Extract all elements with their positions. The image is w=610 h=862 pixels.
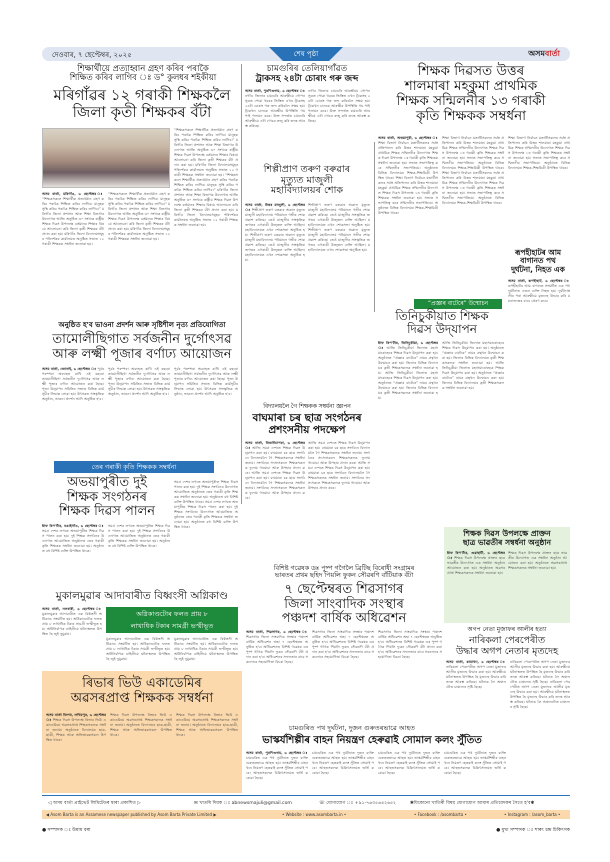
sivasagar-headline [244,583,444,627]
tamulichiga-body-col2 [108,367,170,475]
mukalmua-headline: মুকালমুৱাৰ আদাবাৰীত বিধ্বংসী অগ্নিকাণ্ড [55,590,229,602]
tamulichiga-body-col3 [174,367,238,475]
footer-email[interactable]: ✉ খাতৰি দিয়ক ঃ abnewsmajuli@gmail.com [194,801,292,806]
sivasagar-kicker-line1: বিশিষ্ট গৱেষক ডঃ পুষ্প গগৈলৈ ব্ৰিটিছ বিৰোধী সংগ্ৰামৰ [273,564,415,572]
nareki-body-text2b: নাৰিকলা পেৰপেৰীত অগপ নেতা মুজাফৰ আলীৰ মৃতদেহ উদ্ধাৰ কৰা হয়। আৰক্ষীয়ে ঘটনাস্থলত উপস্থিত হৈ মৃতদেহ উদ্ধাৰ কৰি তদন্ত আৰম্ভ কৰিছে। ঘটনাক লৈ অঞ্চলটোত চাঞ্চল্যৰ সৃষ্টি হৈছে। [510,680,570,709]
footer-editor-text: সম্পাদক ঃ উমায় বৰা [47,828,91,833]
sivasagar-kicker [244,565,444,579]
tamulichiga-subhead: অনুষ্ঠিত হ'ব ভাওনা প্ৰদৰ্শন আৰু সৃষ্টিশীল নৃত্য প্ৰতিযোগিতা [58,321,226,329]
sivasagar-body-col2 [312,630,374,710]
chamguri-body-col1 [245,89,305,159]
chamguri-headline-line2: ট্ৰাকসহ ২৪টা চোৰাং গৰু জব্দ [255,73,359,84]
morigaon-photo [42,128,170,188]
column-rule [241,64,242,504]
chamguri2-body-text3: চামগুৰিত এক পথ দুৰ্ঘটনাত দুজন ব্যক্তি গুৰুতৰভাৱে আহত হয়। ভাস্কৰ্যশিল্পীৰ বাহনখনে নিয়ন্ত্ৰণ হেৰুৱাই কলং সুঁতিত সোমাই পৰে। আহতসকলক চিকিৎসালয়ত ভৰ্তি কৰোৱা হৈছে। [378,751,440,775]
abhayapuri-body-text: সমগ্ৰ দেশৰ লগতে অভয়াপুৰীত শিক্ষক দিৱস পালন কৰা হয়। দুই শিক্ষক সংগঠনৰ উদ্যোগত আয়োজিত অনুষ্ঠানত তেৰ গৰাকী কৃতি শিক্ষকক সম্বৰ্ধনা জনোৱা হয়। অনুষ্ঠানত বহু বিশিষ্ট ব্যক্তি উপস্থিত থাকে। [42,529,104,553]
majuli-byline: অসম বাৰ্তা, উত্তৰ মাজুলী, ৬ ছেপ্টেম্বৰ ঃ [245,203,305,212]
baghmara-body-text2b: আজি সমগ্ৰ দেশতে শিক্ষক দিৱস উদ্‌যাপন কৰা হয়। বাঘমাৰা চৰ ছাত্ৰ সংগঠনে বিদ্যালয়লৈ গৈ শিক্ষকসকলক সম্বৰ্ধনা জনায়। সংগঠনৰ সদস্যসকলে শিক্ষকসকলক ফুলাম গামোচা আৰু উপহাৰ প্ৰদান কৰে। [308,461,370,490]
tinichukia-body-text2: আজি তিনিচুকীয়া জিলাত মহাসমাৰোহেৰে শিক্ষক দিৱস উদ্‌যাপন কৰা হয়। অনুষ্ঠানত “প্ৰজ্ঞাৰ বাটেৰে” নামৰ গ্ৰন্থখন উন্মোচন কৰা হয়। জিলাৰ বিভিন্ন বিদ্যালয়ৰ কৃতী শিক্ষকসকলক সম্বৰ্ধনা জনোৱা হয়। [442,341,504,365]
sivasagar-headline-line1: ৭ ছেপ্টেম্বৰত শিৱসাগৰ [284,582,404,597]
morigaon-kicker-line1: শিক্ষাৰ্থীয়ে প্ৰত্যাহ্বান গ্ৰহণ কৰিব পৰাকৈ [77,63,209,73]
shalmara-headline-line4: কৃতি শিক্ষকক সম্বৰ্ধনা [415,108,527,125]
former-student-byline: ষ্টাফ ৰিপ'ৰ্টাৰ, গুৱাহাটী, ৬ ছেপ্টেম্বৰ ঃ [447,551,505,560]
majuli-body-text: শিল্পীপ্ৰাণ তৰুণ বৰুৱাৰ অকাল মৃত্যুত মাজুলী মহাবিদ্যালয় পৰিয়ালে গভীৰ শোক প্ৰকাশ কৰিছে। তেওঁ মাজুলীৰ সাংস্কৃতিক জগতৰ এগৰাকী উজ্জ্বল ব্যক্তি আছিল। মহাবিদ্যালয়ত এখন শোকসভা অনুষ্ঠিত হয়। [245,208,305,237]
tamulichiga-body-col1 [42,367,104,475]
morigaon-kicker [48,64,238,83]
former-student-body-col2 [508,551,567,621]
tinichukia-body-col2 [442,341,504,511]
nareki-body-text2: নাৰিকলা পেৰপেৰীত অগপ নেতা মুজাফৰ আলীৰ মৃতদেহ উদ্ধাৰ কৰা হয়। আৰক্ষীয়ে ঘটনাস্থলত উপস্থিত হৈ মৃতদেহ উদ্ধাৰ কৰি তদন্ত আৰম্ভ কৰিছে। ঘটনাক লৈ অঞ্চলটোত চাঞ্চল্যৰ সৃষ্টি হৈছে। [510,660,570,684]
chamguri-byline: অসম বাৰ্তা, পুৰণিগুদাম, ৬ ছেপ্টেম্বৰ ঃ [245,89,305,93]
shalmara-headline-line3: শিক্ষক সন্মিলনীৰ ১৩ গৰাকী [396,93,546,110]
shalmara-body-col1 [378,136,438,326]
shalmara-body-text3: শিক্ষা বিভাগ নিৰ্বাচন মতাৰ্থীসকলৰ সৰ্বস্ব প্ৰতিপালন কৰি উত্তৰ শালমাৰা মহকুমা প্ৰাথমিক শিক্ষক সন্মিলনীৰ উদ্যোগত শিক্ষক দিৱস উপলক্ষে ১৩ গৰাকী কৃতি শিক্ষকক সম্বৰ্ধনা জনোৱা হয়। সভাত সভাপতিত্ব কৰে সন্মিলনীৰ সভাপতিয়ে। অনুষ্ঠানত বিভিন্ন বিদ্যালয়ৰ শিক্ষক-শিক্ষয়িত্ৰী উপস্থিত থাকে। [508,136,570,170]
morigaon-body-col3 [174,128,238,320]
vidyar-article-box [42,671,242,793]
tinichukia-tag: “প্ৰজ্ঞাৰ বাটেৰে” উন্মোচন [414,299,502,309]
sivasagar-body-col3 [378,630,442,710]
former-student-headline [444,530,570,547]
nareki-byline: অসম বাৰ্তা, কামাখ্যা, ৬ ছেপ্টেম্বৰ ঃ [446,660,506,664]
tinichukia-body-text: আজি তিনিচুকীয়া জিলাত মহাসমাৰোহেৰে শিক্ষক দিৱস উদ্‌যাপন কৰা হয়। অনুষ্ঠানত “প্ৰজ্ঞাৰ বাটেৰে” নামৰ গ্ৰন্থখন উন্মোচন কৰা হয়। জিলাৰ বিভিন্ন বিদ্যালয়ৰ কৃতী শিক্ষকসকলক সম্বৰ্ধনা জনোৱা হয়। [378,346,438,375]
majuli-body-text2: শিল্পীপ্ৰাণ তৰুণ বৰুৱাৰ অকাল মৃত্যুত মাজুলী মহাবিদ্যালয় পৰিয়ালে গভীৰ শোক প্ৰকাশ কৰিছে। তেওঁ মাজুলীৰ সাংস্কৃতিক জগতৰ এগৰাকী উজ্জ্বল ব্যক্তি আছিল। মহাবিদ্যালয়ত এখন শোকসভা অনুষ্ঠিত হয়। [308,203,370,227]
vidyar-headline-line2: অৱসৰপ্ৰাপ্ত শিক্ষকক সম্বৰ্ধনা [70,690,214,706]
vidyar-body-col1 [46,713,106,789]
former-student-body-text2: শিক্ষক দিৱস উপলক্ষে প্ৰাক্তন ছাত্ৰ ভাৱতীৰ উদ্যোগত এক সম্বৰ্ধনা অনুষ্ঠান আয়োজন কৰা হয়। অনুষ্ঠানত অৱসৰপ্ৰাপ্ত শিক্ষকসকলক সম্বৰ্ধনা জনোৱা হয়। [508,551,567,570]
baghmara-headline-line1: বাঘমাৰা চৰ ছাত্ৰ সংগঠনৰ [252,412,362,424]
mukalmua-box-line2: লাখাধিক টকাৰ সামগ্ৰী ভস্মীভূত [130,622,214,630]
majuli-headline [242,165,372,197]
tinichukia-body-text2b: আজি তিনিচুকীয়া জিলাত মহাসমাৰোহেৰে শিক্ষক দিৱস উদ্‌যাপন কৰা হয়। অনুষ্ঠানত “প্ৰজ্ঞাৰ বাটেৰে” নামৰ গ্ৰন্থখন উন্মোচন কৰা হয়। জিলাৰ বিভিন্ন বিদ্যালয়ৰ কৃতী শিক্ষকসকলক সম্বৰ্ধনা জনোৱা হয়। [442,361,504,390]
chamguri2-body-col2 [312,751,374,791]
baghmara-headline-line2: প্ৰশংসনীয় পদক্ষেপ [268,423,346,436]
chamguri-body-text2: নগাঁও জিলাৰ চামগুৰি আৰক্ষীয়ে গোপন সূত্ৰত পোৱা খবৰৰ ভিত্তিত এখন ট্ৰাকসহ ২৪টা চোৰাং গৰু জব্দ কৰিবলৈ সক্ষম হয়। ট্ৰাকখন চালকে আৰক্ষীৰ উপস্থিতি গম পাই পলায়ন কৰে। উক্ত সন্দৰ্ভত চামগুৰি আৰক্ষীয়ে এটা গোচৰ ৰুজু কৰি তদন্ত আৰম্ভ কৰিছে। [308,89,370,123]
nareki-body-text: নাৰিকলা পেৰপেৰীত অগপ নেতা মুজাফৰ আলীৰ মৃতদেহ উদ্ধাৰ কৰা হয়। আৰক্ষীয়ে ঘটনাস্থলত উপস্থিত হৈ মৃতদেহ উদ্ধাৰ কৰি তদন্ত আৰম্ভ কৰিছে। ঘটনাক লৈ অঞ্চলটোত চাঞ্চল্যৰ সৃষ্টি হৈছে। [446,665,506,689]
footer-contact-bar [42,795,570,807]
section-tab-last-page[interactable]: শেষ পৃষ্ঠা [283,47,329,61]
chamguri-headline [242,65,372,84]
tinichukia-headline-line1: তিনিচুকীয়াত শিক্ষক [395,309,489,323]
abhayapuri-bar-label: তেৰ গৰাকী কৃতি শিক্ষকক সম্বৰ্ধনা [54,461,214,473]
tamulichiga-body-text: পূৰ্বৰ পৰম্পৰা অব্যাহত ৰাখি এই বছৰো তামোলীছিগা সৰ্বজনীন দুৰ্গোৎসৱ আৰু লক্ষ্মী পূজাৰ বৰ্ণাঢ্য আয়োজন কৰা হৈছে। পূজা উদ্‌যাপন সমিতিৰ সভাত বিভিন্ন কাৰ্যসূচীৰ সিদ্ধান্ত লোৱা হয়। উৎসৱত সাংস্কৃতিক অনুষ্ঠান, ভাওনা প্ৰদৰ্শন আদি অনুষ্ঠিত হ'ব। [42,367,104,401]
majuli-body-col1 [245,203,305,321]
chamguri2-body-text: চামগুৰিত এক পথ দুৰ্ঘটনাত দুজন ব্যক্তি গুৰুতৰভাৱে আহত হয়। ভাস্কৰ্যশিল্পীৰ বাহনখনে নিয়ন্ত্ৰণ হেৰুৱাই কলং সুঁতিত সোমাই পৰে। আহতসকলক চিকিৎসালয়ত ভৰ্তি কৰোৱা হৈছে। [246,756,308,780]
abhayapuri-body-text3: সমগ্ৰ দেশৰ লগতে অভয়াপুৰীত শিক্ষক দিৱস পালন কৰা হয়। দুই শিক্ষক সংগঠনৰ উদ্যোগত আয়োজিত অনুষ্ঠানত তেৰ গৰাকী কৃতি শিক্ষকক সম্বৰ্ধনা জনোৱা হয়। অনুষ্ঠানত বহু বিশিষ্ট ব্যক্তি উপস্থিত থাকে। [174,480,238,504]
abhayapuri-headline-line2: শিক্ষক সংগঠনৰ [67,489,147,505]
baghmara-byline: অসম বাৰ্তা, বিজনীচাপৰা, ৬ ছেপ্টেম্বৰ ঃ [245,441,305,450]
tamulichiga-headline-line1: তামোলীছিগাত সৰ্বজনীন দুৰ্গোৎসৱ [52,332,232,347]
mukalmua-body-col3 [174,637,238,667]
sivasagar-byline: অসম বাৰ্তা, শিৱসাগৰ, ৬ ছেপ্টেম্বৰ ঃ [246,630,308,634]
majuli-body-text2b: শিল্পীপ্ৰাণ তৰুণ বৰুৱাৰ অকাল মৃত্যুত মাজুলী মহাবিদ্যালয় পৰিয়ালে গভীৰ শোক প্ৰকাশ কৰিছে। তেওঁ মাজুলীৰ সাংস্কৃতিক জগতৰ এগৰাকী উজ্জ্বল ব্যক্তি আছিল। মহাবিদ্যালয়ত এখন শোকসভা অনুষ্ঠিত হয়। [308,228,370,252]
morigaon-headline [42,87,242,121]
tinichukia-headline [376,310,508,337]
mukalmua-body-text: মুকালমুৱাৰ আদাবাৰীত এক বিধ্বংসী অগ্নিকাণ্ড সংঘটিত হয়। অগ্নিকাণ্ডটোৰ ফলত প্ৰায় ৮ লাখাধিক টকাৰ সামগ্ৰী ভস্মীভূত হয়। অগ্নিনিৰ্বাপক বাহিনীয়ে ঘটনাস্থলত উপস্থিত হৈ জুই নুমুৱায়। [42,612,102,636]
rupohi-body-text: ৰূপহীহাটৰ আম বাগানত সংঘটিত এক পথ দুৰ্ঘটনাত এজন ব্যক্তি নিহত হয়। দুৰ্ঘটনাস্থলীৰ পৰা আৰক্ষীয়ে মৃতদেহ উদ্ধাৰ কৰি ময়নাতদন্তৰ বাবে প্ৰেৰণ কৰে। [508,284,570,303]
nareki-headline-line2: উদ্ধাৰ অগপ নেতাৰ মৃতদেহ [455,645,559,657]
abhayapuri-headline-line1: অভয়াপুৰীত দুই [67,475,147,490]
rupohi-headline-line2: বাগানত পথ [520,256,556,266]
abhayapuri-headline-line3: শিক্ষক দিৱস পালন [58,504,156,520]
shalmara-body-col3 [508,136,570,246]
footer-info-bar [42,810,570,819]
tamulichiga-byline: অসম বাৰ্তা, জোনাই, ৬ ছেপ্টেম্বৰ ঃ [42,367,97,371]
footer-website[interactable]: • Website : www.asombarta.in • [282,812,347,817]
vidyar-body-text: শিক্ষক দিৱস উপলক্ষে ৰিভাৰ ভিউ একাডেমিয়ে অৱসৰপ্ৰাপ্ত শিক্ষকসকলক সম্বৰ্ধনা জনায়। অনুষ্ঠানত বিদ্যালয়ৰ ছাত্ৰ-ছাত্ৰী, শিক্ষক আৰু অভিভাৱকসকল উপস্থিত থাকে। [46,718,106,742]
chamguri2-body-col1 [246,751,308,791]
footer-chief-editor-text: মুখ্য সম্পাদক ঃ শাৰৎ চন্দ্ৰ চিকিৎসক [501,828,570,833]
morigaon-headline-line1: মৰিগাঁৱৰ ১২ গৰাকী শিক্ষকলৈ [53,86,231,104]
shalmara-body-text2: শিক্ষা বিভাগ নিৰ্বাচন মতাৰ্থীসকলৰ সৰ্বস্ব প্ৰতিপালন কৰি উত্তৰ শালমাৰা মহকুমা প্ৰাথমিক শিক্ষক সন্মিলনীৰ উদ্যোগত শিক্ষক দিৱস উপলক্ষে ১৩ গৰাকী কৃতি শিক্ষকক সম্বৰ্ধনা জনোৱা হয়। সভাত সভাপতিত্ব কৰে সন্মিলনীৰ সভাপতিয়ে। অনুষ্ঠানত বিভিন্ন বিদ্যালয়ৰ শিক্ষক-শিক্ষয়িত্ৰী উপস্থিত থাকে। [442,136,504,170]
rupohi-headline [506,249,570,274]
footer-instagram-text[interactable]: Instagram : /asom_barta [507,812,557,817]
shalmara-body-text2b: শিক্ষা বিভাগ নিৰ্বাচন মতাৰ্থীসকলৰ সৰ্বস্ব প্ৰতিপালন কৰি উত্তৰ শালমাৰা মহকুমা প্ৰাথমিক শিক্ষক সন্মিলনীৰ উদ্যোগত শিক্ষক দিৱস উপলক্ষে ১৩ গৰাকী কৃতি শিক্ষকক সম্বৰ্ধনা জনোৱা হয়। সভাত সভাপতিত্ব কৰে সন্মিলনীৰ সভাপতিয়ে। অনুষ্ঠানত বিভিন্ন বিদ্যালয়ৰ শিক্ষক-শিক্ষয়িত্ৰী উপস্থিত থাকে। [442,171,504,205]
majuli-body-col2 [308,203,370,321]
baghmara-body-col2 [308,441,370,561]
footer-publisher: ◁ অসম বাৰ্তা প্ৰাইভেট লিমিটেডৰ দ্বাৰা প্ৰকাশিত ▷ [48,801,141,806]
logo-part2: বার্তা [544,49,560,58]
sivasagar-kicker-line2: ভাৰতৰ প্ৰথম ছহিদ পিয়লি ফুকন সৌৱৰণি বাঁটিয়াক বঁটা [274,571,414,580]
footer-phone-text: যোগাযোগ ঃ +৯১-৭৬৩৫৬৪২৬৫২ [326,801,397,806]
shalmara-byline: অসম বাৰ্তা, অভয়াপুৰী, ৬ ছেপ্টেম্বৰ ঃ [378,136,438,140]
sivasagar-body-col1 [246,630,308,710]
rupohi-headline-line1: ৰূপহীহাটৰ আম [515,248,561,257]
issue-date: দেওবাৰ, ৭ ছেপ্টেম্বৰ, ২০২৫ [52,51,132,59]
footer-publisher-text: অসম বাৰ্তা প্ৰাইভেট লিমিটেডৰ দ্বাৰা প্ৰকাশিত [53,801,136,806]
rupohi-byline: অসম বাৰ্তা, ৰূপহীহাট, ৬ ছেপ্টেম্বৰ ঃ [508,279,570,283]
chamguri-body-text: নগাঁও জিলাৰ চামগুৰি আৰক্ষীয়ে গোপন সূত্ৰত পোৱা খবৰৰ ভিত্তিত এখন ট্ৰাকসহ ২৪টা চোৰাং গৰু জব্দ কৰিবলৈ সক্ষম হয়। ট্ৰাকখন চালকে আৰক্ষীৰ উপস্থিতি গম পাই পলায়ন কৰে। উক্ত সন্দৰ্ভত চামগুৰি আৰক্ষীয়ে এটা গোচৰ ৰুজু কৰি তদন্ত আৰম্ভ কৰিছে। [245,94,305,128]
majuli-headline-line2: মৃত্যুত মাজুলী [280,174,334,186]
sivasagar-headline-line2: জিলা সাংবাদিক সংস্থাৰ [284,596,404,612]
morigaon-headline-line2: জিলা কৃতী শিক্ষকৰ বঁটা [72,102,212,121]
rupohi-body [508,279,570,359]
footer-instagram[interactable]: • Instagram : /asom_barta • [504,812,561,817]
shalmara-headline-line1: শিক্ষক দিৱসত উত্তৰ [417,63,525,79]
chamguri2-body-text2: চামগুৰিত এক পথ দুৰ্ঘটনাত দুজন ব্যক্তি গুৰুতৰভাৱে আহত হয়। ভাস্কৰ্যশিল্পীৰ বাহনখনে নিয়ন্ত্ৰণ হেৰুৱাই কলং সুঁতিত সোমাই পৰে। আহতসকলক চিকিৎসালয়ত ভৰ্তি কৰোৱা হৈছে। [312,751,374,775]
abhayapuri-headline [42,476,172,520]
morigaon-body-col1 [42,192,104,320]
former-student-headline-line2: ছাত্ৰ ভাৱতীৰ সম্বৰ্ধনা অনুষ্ঠান [462,537,552,547]
vidyar-byline: অসম বাৰ্তা বিশেষ, লখিমপুৰ, ৬ ছেপ্টেম্বৰ ঃ [46,713,106,722]
mukalmua-body-text3: মুকালমুৱাৰ আদাবাৰীত এক বিধ্বংসী অগ্নিকাণ্ড সংঘটিত হয়। অগ্নিকাণ্ডটোৰ ফলত প্ৰায় ৮ লাখাধিক টকাৰ সামগ্ৰী ভস্মীভূত হয়। অগ্নিনিৰ্বাপক বাহিনীয়ে ঘটনাস্থলত উপস্থিত হৈ জুই নুমুৱায়। [174,637,238,661]
former-student-body-text: শিক্ষক দিৱস উপলক্ষে প্ৰাক্তন ছাত্ৰ ভাৱতীৰ উদ্যোগত এক সম্বৰ্ধনা অনুষ্ঠান আয়োজন কৰা হয়। অনুষ্ঠানত অৱসৰপ্ৰাপ্ত শিক্ষকসকলক সম্বৰ্ধনা জনোৱা হয়। [447,556,505,575]
morigaon-body-text: “শিক্ষকসকলে শিক্ষাৰ্থীক প্ৰত্যাহ্বান গ্ৰহণ কৰিব পৰাকৈ শিক্ষিত কৰিব লাগিব। মানুহক সুস্থি কৰিব পৰাকৈ শিক্ষিত কৰিব লাগিব।” মৰিগাঁও জিলা প্ৰশাসন আৰু শিক্ষা বিভাগৰ উদ্যোগত আজি অনুষ্ঠিত ৩০ সংখ্যক ৰাষ্ট্ৰীয় শিক্ষক দিৱস উপলক্ষে বৰ্তমানৰ শিক্ষাৰ বিষয়ে আলোচনা কৰি জিলা কৃতী শিক্ষকৰ বঁটা প্ৰদান কৰা হয়। মৰিগাঁও জিলা বিদ্যালয়সমূহৰ পৰিদৰ্শকৰ কাৰ্যালয়ত অনুষ্ঠিত সভাত ১২ গৰাকী শিক্ষকক সম্বৰ্ধনা জনোৱা হয়। [42,197,104,246]
former-student-box [444,527,570,623]
abhayapuri-byline: ষ্টাফ ৰিপ'ৰ্টাৰ, বঙাইগাঁও, ৬ ছেপ্টেম্বৰ ঃ [42,524,104,528]
tinichukia-byline: ষ্টাফ ৰিপ'ৰ্টাৰ, তিনিচুকীয়া, ৬ ছেপ্টেম্বৰ ঃ [378,341,438,350]
chamguri-headline-line1: চামগুৰিৰ তেলিয়াগাঁৱত [266,64,348,74]
chamguri2-body-col4 [444,751,506,791]
baghmara-body-text1b: আজি সমগ্ৰ দেশতে শিক্ষক দিৱস উদ্‌যাপন কৰা হয়। বাঘমাৰা চৰ ছাত্ৰ সংগঠনে বিদ্যালয়লৈ গৈ শিক্ষকসকলক সম্বৰ্ধনা জনায়। সংগঠনৰ সদস্যসকলে শিক্ষকসকলক ফুলাম গামোচা আৰু উপহাৰ প্ৰদান কৰে। [245,471,305,500]
sivasagar-body-text2: শিৱসাগৰ জিলা সাংবাদিক সংস্থাৰ পঞ্চদশ বাৰ্ষিক অধিৱেশন অহা ৭ ছেপ্টেম্বৰত অনুষ্ঠিত হ'ব। অধিৱেশনত বিশিষ্ট গৱেষক ডঃ পুষ্প গগৈক পিয়লি ফুকন সৌৱৰণি বঁটা প্ৰদান কৰা হ'ব। অধিৱেশনৰ সফলতাৰ বাবে সকলোৰে সহযোগিতা বিচৰা হৈছে। [312,630,374,659]
tinichukia-headline-line2: দিৱস উদ্‌যাপন [407,322,477,337]
tamulichiga-headline [42,333,242,362]
chamguri2-body-text4: চামগুৰিত এক পথ দুৰ্ঘটনাত দুজন ব্যক্তি গুৰুতৰভাৱে আহত হয়। ভাস্কৰ্যশিল্পীৰ বাহনখনে নিয়ন্ত্ৰণ হেৰুৱাই কলং সুঁতিত সোমাই পৰে। আহতসকলক চিকিৎসালয়ত ভৰ্তি কৰোৱা হৈছে। [444,751,506,775]
former-student-headline-line1: শিক্ষক দিৱস উপলক্ষে প্ৰাক্তন [463,529,551,538]
mukalmua-highlight-box [106,607,238,633]
nareki-body-col1 [446,660,506,732]
vidyar-headline-line1: ৰিভাৰ ভিউ একাডেমিৰ [82,676,202,691]
chamguri2-kicker: চামগুৰিত পথ দুৰ্ঘটনা, দুজন গুৰুতৰভাৱে আহত [288,724,416,732]
footer-phone: ☏ যোগাযোগ ঃ +৯১-৭৬৩৫৬৪২৬৫২ [319,801,397,806]
shalmara-body-text1b: শিক্ষা বিভাগ নিৰ্বাচন মতাৰ্থীসকলৰ সৰ্বস্ব প্ৰতিপালন কৰি উত্তৰ শালমাৰা মহকুমা প্ৰাথমিক শিক্ষক সন্মিলনীৰ উদ্যোগত শিক্ষক দিৱস উপলক্ষে ১৩ গৰাকী কৃতি শিক্ষকক সম্বৰ্ধনা জনোৱা হয়। সভাত সভাপতিত্ব কৰে সন্মিলনীৰ সভাপতিয়ে। অনুষ্ঠানত বিভিন্ন বিদ্যালয়ৰ শিক্ষক-শিক্ষয়িত্ৰী উপস্থিত থাকে। [378,176,438,215]
vidyar-body-text3: শিক্ষক দিৱস উপলক্ষে ৰিভাৰ ভিউ একাডেমিয়ে অৱসৰপ্ৰাপ্ত শিক্ষকসকলক সম্বৰ্ধনা জনায়। অনুষ্ঠানত বিদ্যালয়ৰ ছাত্ৰ-ছাত্ৰী, শিক্ষক আৰু অভিভাৱকসকল উপস্থিত থাকে। [176,713,238,737]
majuli-headline-line1: শিল্পীপ্ৰাণ তৰুণ বৰুৱাৰ [263,164,351,175]
footer-credits [42,823,570,833]
tamulichiga-body-text2: পূৰ্বৰ পৰম্পৰা অব্যাহত ৰাখি এই বছৰো তামোলীছিগা সৰ্বজনীন দুৰ্গোৎসৱ আৰু লক্ষ্মী পূজাৰ বৰ্ণাঢ্য আয়োজন কৰা হৈছে। পূজা উদ্‌যাপন সমিতিৰ সভাত বিভিন্ন কাৰ্যসূচীৰ সিদ্ধান্ত লোৱা হয়। উৎসৱত সাংস্কৃতিক অনুষ্ঠান, ভাওনা প্ৰদৰ্শন আদি অনুষ্ঠিত হ'ব। [108,367,170,396]
shalmara-body-col2 [442,136,504,326]
logo-part1: অসম [528,49,545,58]
footer-editor: ● সম্পাদক ঃ উমায় বৰা [42,828,91,833]
abhayapuri-body-text2: সমগ্ৰ দেশৰ লগতে অভয়াপুৰীত শিক্ষক দিৱস পালন কৰা হয়। দুই শিক্ষক সংগঠনৰ উদ্যোগত আয়োজিত অনুষ্ঠানত তেৰ গৰাকী কৃতি শিক্ষকক সম্বৰ্ধনা জনোৱা হয়। অনুষ্ঠানত বহু বিশিষ্ট ব্যক্তি উপস্থিত থাকে। [108,524,170,548]
shalmara-headline-line2: শালমাৰা মহকুমা প্ৰাথমিক [404,78,538,95]
former-student-body-col1 [447,551,505,621]
footer-website-text[interactable]: Website : www.asombarta.in [285,812,343,817]
abhayapuri-body-col3 [174,480,238,588]
vidyar-body-col2 [110,713,172,789]
morigaon-body-col2 [108,192,170,320]
morigaon-byline: অসম বাৰ্তা, মৰিগাঁও, ৬ ছেপ্টেম্বৰ ঃ [42,192,104,196]
morigaon-body-text3b: “শিক্ষকসকলে শিক্ষাৰ্থীক প্ৰত্যাহ্বান গ্ৰহণ কৰিব পৰাকৈ শিক্ষিত কৰিব লাগিব। মানুহক সুস্থি কৰিব পৰাকৈ শিক্ষিত কৰিব লাগিব।” মৰিগাঁও জিলা প্ৰশাসন আৰু শিক্ষা বিভাগৰ উদ্যোগত আজি অনুষ্ঠিত ৩০ সংখ্যক ৰাষ্ট্ৰীয় শিক্ষক দিৱস উপলক্ষে বৰ্তমানৰ শিক্ষাৰ বিষয়ে আলোচনা কৰি জিলা কৃতী শিক্ষকৰ বঁটা প্ৰদান কৰা হয়। মৰিগাঁও জিলা বিদ্যালয়সমূহৰ পৰিদৰ্শকৰ কাৰ্যালয়ত অনুষ্ঠিত সভাত ১২ গৰাকী শিক্ষকক সম্বৰ্ধনা জনোৱা হয়। [174,173,238,227]
footer-about-text: Asom Barta is an Assamese newspaper published by Asom Barta Private Limited [50,812,213,817]
shalmara-body-text: শিক্ষা বিভাগ নিৰ্বাচন মতাৰ্থীসকলৰ সৰ্বস্ব প্ৰতিপালন কৰি উত্তৰ শালমাৰা মহকুমা প্ৰাথমিক শিক্ষক সন্মিলনীৰ উদ্যোগত শিক্ষক দিৱস উপলক্ষে ১৩ গৰাকী কৃতি শিক্ষকক সম্বৰ্ধনা জনোৱা হয়। সভাত সভাপতিত্ব কৰে সন্মিলনীৰ সভাপতিয়ে। অনুষ্ঠানত বিভিন্ন বিদ্যালয়ৰ শিক্ষক-শিক্ষয়িত্ৰী উপস্থিত থাকে। [378,141,438,180]
abhayapuri-body-col2 [108,524,170,588]
vidyar-headline [42,677,242,706]
chamguri2-headline: ভাস্কৰ্যশিল্পীৰ বাহন নিয়ন্ত্ৰণ হেৰুৱাই সোমাল কলং সুঁতিত [262,735,482,746]
page-header-bar [42,47,570,61]
morigaon-kicker-line2: শিক্ষিত কৰিব লাগিব ঃ ড° কুলধৰ শইকীয়া [69,72,217,83]
mukalmua-body-col1 [42,607,102,667]
morigaon-body-text3: “শিক্ষকসকলে শিক্ষাৰ্থীক প্ৰত্যাহ্বান গ্ৰহণ কৰিব পৰাকৈ শিক্ষিত কৰিব লাগিব। মানুহক সুস্থি কৰিব পৰাকৈ শিক্ষিত কৰিব লাগিব।” মৰিগাঁও জিলা প্ৰশাসন আৰু শিক্ষা বিভাগৰ উদ্যোগত আজি অনুষ্ঠিত ৩০ সংখ্যক ৰাষ্ট্ৰীয় শিক্ষক দিৱস উপলক্ষে বৰ্তমানৰ শিক্ষাৰ বিষয়ে আলোচনা কৰি জিলা কৃতী শিক্ষকৰ বঁটা প্ৰদান কৰা হয়। মৰিগাঁও জিলা বিদ্যালয়সমূহৰ পৰিদৰ্শকৰ কাৰ্যালয়ত অনুষ্ঠিত সভাত ১২ গৰাকী শিক্ষকক সম্বৰ্ধনা জনোৱা হয়। [174,128,238,177]
footer-facebook-text[interactable]: Facebook : /asombarta [417,812,464,817]
footer-note: ✱যিকোনো খাতিৰী বিষয় যোগাযোগ আমাৰ প্ৰতিবেদকৰ সৈতে হ'ব✱ [410,801,535,806]
footer-email-text[interactable]: খাতৰি দিয়ক ঃ abnewsmajuli@gmail.com [199,801,292,806]
morigaon-body-text2: “শিক্ষকসকলে শিক্ষাৰ্থীক প্ৰত্যাহ্বান গ্ৰহণ কৰিব পৰাকৈ শিক্ষিত কৰিব লাগিব। মানুহক সুস্থি কৰিব পৰাকৈ শিক্ষিত কৰিব লাগিব।” মৰিগাঁও জিলা প্ৰশাসন আৰু শিক্ষা বিভাগৰ উদ্যোগত আজি অনুষ্ঠিত ৩০ সংখ্যক ৰাষ্ট্ৰীয় শিক্ষক দিৱস উপলক্ষে বৰ্তমানৰ শিক্ষাৰ বিষয়ে আলোচনা কৰি জিলা কৃতী শিক্ষকৰ বঁটা প্ৰদান কৰা হয়। মৰিগাঁও জিলা বিদ্যালয়সমূহৰ পৰিদৰ্শকৰ কাৰ্যালয়ত অনুষ্ঠিত সভাত ১২ গৰাকী শিক্ষকক সম্বৰ্ধনা জনোৱা হয়। [108,192,170,241]
baghmara-body-text: আজি সমগ্ৰ দেশতে শিক্ষক দিৱস উদ্‌যাপন কৰা হয়। বাঘমাৰা চৰ ছাত্ৰ সংগঠনে বিদ্যালয়লৈ গৈ শিক্ষকসকলক সম্বৰ্ধনা জনায়। সংগঠনৰ সদস্যসকলে শিক্ষকসকলক ফুলাম গামোচা আৰু উপহাৰ প্ৰদান কৰে। [245,446,305,475]
tamulichiga-body-text3: পূৰ্বৰ পৰম্পৰা অব্যাহত ৰাখি এই বছৰো তামোলীছিগা সৰ্বজনীন দুৰ্গোৎসৱ আৰু লক্ষ্মী পূজাৰ বৰ্ণাঢ্য আয়োজন কৰা হৈছে। পূজা উদ্‌যাপন সমিতিৰ সভাত বিভিন্ন কাৰ্যসূচীৰ সিদ্ধান্ত লোৱা হয়। উৎসৱত সাংস্কৃতিক অনুষ্ঠান, ভাওনা প্ৰদৰ্শন আদি অনুষ্ঠিত হ'ব। [174,367,238,396]
footer-facebook[interactable]: • Facebook : /asombarta • [414,812,467,817]
nareki-kicker: অগপ নেতা মুজাফৰ আলীৰ হত্যা [467,626,547,633]
tinichukia-body-text1b: আজি তিনিচুকীয়া জিলাত মহাসমাৰোহেৰে শিক্ষক দিৱস উদ্‌যাপন কৰা হয়। অনুষ্ঠানত “প্ৰজ্ঞাৰ বাটেৰে” নামৰ গ্ৰন্থখন উন্মোচন কৰা হয়। জিলাৰ বিভিন্ন বিদ্যালয়ৰ কৃতী শিক্ষকসকলক সম্বৰ্ধনা জনোৱা হয়। [378,371,438,400]
vidyar-body-col3 [176,713,238,789]
mukalmua-box-line1: অগ্নিকাণ্ডটোৰ ফলত প্ৰায় ৮ [136,610,208,618]
majuli-headline-line3: মহাবিদ্যালয়ৰ শোক [270,185,344,197]
sivasagar-headline-line3: পঞ্চদশ বাৰ্ষিক অধিৱেশন [281,611,407,627]
vidyar-body-text2: শিক্ষক দিৱস উপলক্ষে ৰিভাৰ ভিউ একাডেমিয়ে অৱসৰপ্ৰাপ্ত শিক্ষকসকলক সম্বৰ্ধনা জনায়। অনুষ্ঠানত বিদ্যালয়ৰ ছাত্ৰ-ছাত্ৰী, শিক্ষক আৰু অভিভাৱকসকল উপস্থিত থাকে। [110,713,172,737]
chamguri-body-col2 [308,89,370,159]
mukalmua-body-text2: মুকালমুৱাৰ আদাবাৰীত এক বিধ্বংসী অগ্নিকাণ্ড সংঘটিত হয়। অগ্নিকাণ্ডটোৰ ফলত প্ৰায় ৮ লাখাধিক টকাৰ সামগ্ৰী ভস্মীভূত হয়। অগ্নিনিৰ্বাপক বাহিনীয়ে ঘটনাস্থলত উপস্থিত হৈ জুই নুমুৱায়। [106,637,170,661]
chamguri2-body-col3 [378,751,440,791]
nareki-headline-line1: নাৰিকলা পেৰপেৰীত [468,635,546,646]
abhayapuri-body-col1 [42,524,104,588]
mukalmua-body-col2 [106,637,170,667]
column-rule-2 [374,142,375,312]
newspaper-page [42,47,570,837]
baghmara-body-col1 [245,441,305,561]
baghmara-headline [242,413,372,437]
footer-chief-editor: ● মুখ্য সম্পাদক ঃ শাৰৎ চন্দ্ৰ চিকিৎসক [496,828,570,833]
baghmara-body-text2: আজি সমগ্ৰ দেশতে শিক্ষক দিৱস উদ্‌যাপন কৰা হয়। বাঘমাৰা চৰ ছাত্ৰ সংগঠনে বিদ্যালয়লৈ গৈ শিক্ষকসকলক সম্বৰ্ধনা জনায়। সংগঠনৰ সদস্যসকলে শিক্ষকসকলক ফুলাম গামোচা আৰু উপহাৰ প্ৰদান কৰে। [308,441,370,465]
sivasagar-body-text: শিৱসাগৰ জিলা সাংবাদিক সংস্থাৰ পঞ্চদশ বাৰ্ষিক অধিৱেশন অহা ৭ ছেপ্টেম্বৰত অনুষ্ঠিত হ'ব। অধিৱেশনত বিশিষ্ট গৱেষক ডঃ পুষ্প গগৈক পিয়লি ফুকন সৌৱৰণি বঁটা প্ৰদান কৰা হ'ব। অধিৱেশনৰ সফলতাৰ বাবে সকলোৰে সহযোগিতা বিচৰা হৈছে। [246,635,308,664]
footer-note-text: যিকোনো খাতিৰী বিষয় যোগাযোগ আমাৰ প্ৰতিবেদকৰ সৈতে হ'ব [413,801,531,806]
chamguri2-byline: অসম বাৰ্তা, পুৰণিগুদাম, ৬ ছেপ্টেম্বৰ ঃ [246,751,308,755]
tinichukia-body-col1 [378,341,438,511]
footer-about: ◀ Asom Barta is an Assamese newspaper published by Asom Barta Private Limited ▶ [46,812,217,817]
rupohi-headline-line3: দুৰ্ঘটনা, নিহত এক [511,264,565,274]
nareki-headline [444,636,570,657]
tamulichiga-headline-line2: আৰু লক্ষ্মী পূজাৰ বৰ্ণাঢ্য আয়োজন [52,346,232,362]
sivasagar-body-text3: শিৱসাগৰ জিলা সাংবাদিক সংস্থাৰ পঞ্চদশ বাৰ্ষিক অধিৱেশন অহা ৭ ছেপ্টেম্বৰত অনুষ্ঠিত হ'ব। অধিৱেশনত বিশিষ্ট গৱেষক ডঃ পুষ্প গগৈক পিয়লি ফুকন সৌৱৰণি বঁটা প্ৰদান কৰা হ'ব। অধিৱেশনৰ সফলতাৰ বাবে সকলোৰে সহযোগিতা বিচৰা হৈছে। [378,630,442,659]
baghmara-kicker: বিদ্যালয়লৈ গৈ শিক্ষকক সম্বৰ্ধনা জ্ঞাপন [263,404,351,410]
mukalmua-byline: অসম বাৰ্তা, নলবাৰী, ৬ ছেপ্টেম্বৰ ঃ [42,607,102,611]
shalmara-headline [372,64,570,124]
nareki-body-col2 [510,660,570,790]
newspaper-logo [528,48,560,61]
majuli-body-text1b: শিল্পীপ্ৰাণ তৰুণ বৰুৱাৰ অকাল মৃত্যুত মাজুলী মহাবিদ্যালয় পৰিয়ালে গভীৰ শোক প্ৰকাশ কৰিছে। তেওঁ মাজুলীৰ সাংস্কৃতিক জগতৰ এগৰাকী উজ্জ্বল ব্যক্তি আছিল। মহাবিদ্যালয়ত এখন শোকসভা অনুষ্ঠিত হয়। [245,233,305,262]
abhayapuri-body-text3b: সমগ্ৰ দেশৰ লগতে অভয়াপুৰীত শিক্ষক দিৱস পালন কৰা হয়। দুই শিক্ষক সংগঠনৰ উদ্যোগত আয়োজিত অনুষ্ঠানত তেৰ গৰাকী কৃতি শিক্ষকক সম্বৰ্ধনা জনোৱা হয়। অনুষ্ঠানত বহু বিশিষ্ট ব্যক্তি উপস্থিত থাকে। [174,500,238,529]
